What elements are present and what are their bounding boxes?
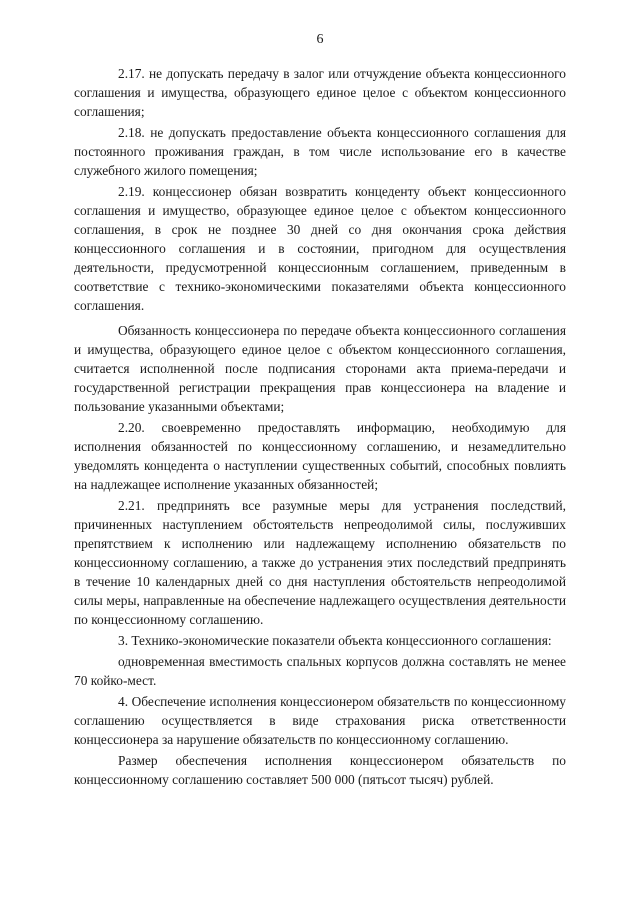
clause-2-19: 2.19. концессионер обязан возвратить концеденту объект концессионного соглашения и имущество, образующее единое целое с объектом концессионного соглашения, в срок не позднее 30 дней со дня окончания срока действия концессионного соглашения и в состоянии, пригодном для осуществления деятельности, предусмотренной концессионным соглашением, приведенным в соответствие с технико-экономическими показателями объекта концессионного соглашения.	[74, 184, 566, 313]
section-4: 4. Обеспечение исполнения концессионером обязательств по концессионному соглашению осуществляется в виде страхования риска ответственности концессионера за нарушение обязательств по концессионному соглашению.	[74, 694, 566, 747]
clause-2-17: 2.17. не допускать передачу в залог или отчуждение объекта концессионного соглашения и имущества, образующего единое целое с объектом концессионного соглашения;	[74, 66, 566, 119]
section-4-amount: Размер обеспечения исполнения концессионером обязательств по концессионному соглашению составляет 500 000 (пятьсот тысяч) рублей.	[74, 753, 566, 787]
clause-2-21: 2.21. предпринять все разумные меры для устранения последствий, причиненных наступлением обстоятельств непреодолимой силы, послуживших препятствием к исполнению или надлежащему исполнению обязательств по концессионному соглашению, а также до устранения этих последствий предпринять в течение 10 календарных дней со дня наступления обстоятельств непреодолимой силы меры, направленные на обеспечение надлежащего осуществления деятельности по концессионному соглашению.	[74, 498, 566, 627]
clause-2-19-obligation: Обязанность концессионера по передаче объекта концессионного соглашения и имущества, образующего единое целое с объектом концессионного соглашения, считается исполненной после подписания сторонами акта приема-передачи и государственной регистрации прекращения прав концессионера на владение и пользование указанными объектами;	[74, 323, 566, 414]
clause-2-18: 2.18. не допускать предоставление объекта концессионного соглашения для постоянного проживания граждан, в том числе использование его в качестве служебного жилого помещения;	[74, 125, 566, 178]
clause-2-20: 2.20. своевременно предоставлять информацию, необходимую для исполнения обязанностей по концессионному соглашению, и незамедлительно уведомлять концедента о наступлении существенных событий, способных повлиять на надлежащее исполнение указанных обязанностей;	[74, 420, 566, 492]
document-body	[74, 64, 566, 791]
section-3-heading: 3. Технико-экономические показатели объекта концессионного соглашения:	[118, 633, 552, 648]
page-number: 6	[316, 32, 324, 47]
section-3-capacity: одновременная вместимость спальных корпусов должна составлять не менее 70 койко-мест.	[74, 654, 566, 688]
